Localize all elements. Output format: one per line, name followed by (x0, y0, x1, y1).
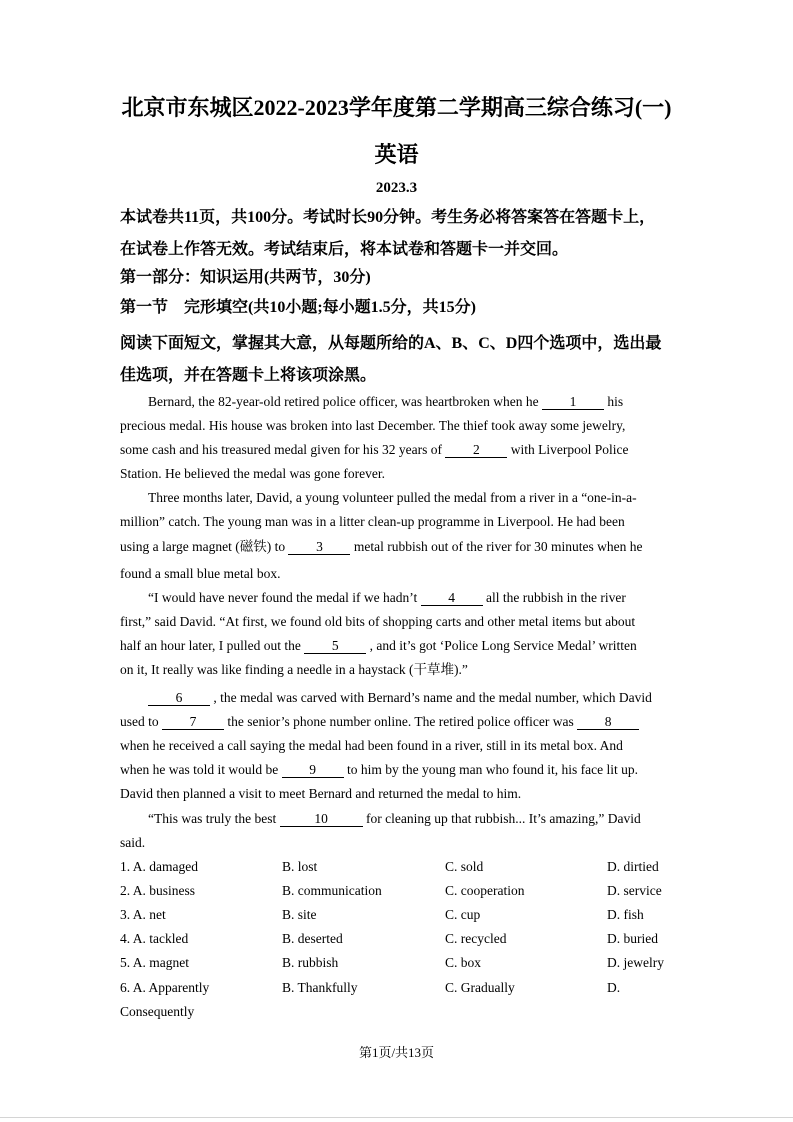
blank-4: 4 (421, 591, 483, 606)
option-row-1 (0, 855, 793, 879)
exam-title: 北京市东城区2022-2023学年度第二学期高三综合练习(一) (121, 95, 672, 120)
option-1-c: C. sold (445, 859, 484, 874)
blank-2: 2 (445, 443, 507, 458)
passage-line (120, 535, 643, 559)
passage-line: David then planned a visit to meet Bernard and returned the medal to him. (120, 786, 522, 801)
blank-5: 5 (304, 639, 366, 654)
passage-line (120, 634, 637, 658)
passage-text: Bernard, the 82-year-old retired police officer, was heartbroken when he (148, 394, 543, 409)
passage-text: metal rubbish out of the river for 30 minutes when he (350, 539, 643, 554)
option-2-c: C. cooperation (445, 883, 525, 898)
option-6-d-wrap: Consequently (120, 1004, 195, 1019)
option-2-d: D. service (607, 883, 662, 898)
passage-line: million” catch. The young man was in a litter clean-up programme in Liverpool. He had been (120, 514, 625, 529)
passage-text: his (604, 394, 624, 409)
option-4-b: B. deserted (282, 931, 343, 946)
section-heading: 第一节 完形填空(共10小题;每小题1.5分，共15分) (120, 299, 476, 316)
option-6-d: D. (607, 980, 621, 995)
option-row-3 (0, 903, 793, 927)
passage-text: half an hour later, I pulled out the (120, 638, 305, 653)
option-row-5 (0, 951, 793, 975)
passage-line: Three months later, David, a young volunteer pulled the medal from a river in a “one-in-a- (148, 490, 637, 505)
page-number: 第1页/共13页 (358, 1045, 435, 1060)
passage-text: , and it’s got ‘Police Long Service Medal’ written (366, 638, 637, 653)
option-3-a: 3. A. net (120, 907, 166, 922)
directions-line: 阅读下面短文，掌握其大意，从每题所给的A、B、C、D四个选项中，选出最 (120, 335, 662, 352)
option-5-c: C. box (445, 955, 482, 970)
blank-10: 10 (280, 812, 363, 827)
blank-8: 8 (577, 715, 639, 730)
passage-line (120, 758, 638, 782)
passage-line: first,” said David. “At first, we found old bits of shopping carts and other metal items but about (120, 614, 636, 629)
blank-9: 9 (282, 763, 344, 778)
passage-line: when he received a call saying the medal had been found in a river, still in its metal box. And (120, 738, 623, 753)
passage-line: Station. He believed the medal was gone forever. (120, 466, 386, 481)
instruction-line: 在试卷上作答无效。考试结束后，将本试卷和答题卡一并交回。 (120, 241, 569, 258)
passage-text: when he was told it would be (120, 762, 282, 777)
passage-text: the senior’s phone number online. The retired police officer was (224, 714, 578, 729)
option-1-d: D. dirtied (607, 859, 659, 874)
option-row-2 (0, 879, 793, 903)
option-3-c: C. cup (445, 907, 481, 922)
part-heading: 第一部分：知识运用(共两节，30分) (120, 269, 371, 286)
option-4-d: D. buried (607, 931, 658, 946)
blank-7: 7 (162, 715, 224, 730)
passage-line (148, 807, 641, 831)
passage-text: all the rubbish in the river (482, 590, 626, 605)
option-6-a: 6. A. Apparently (120, 980, 210, 995)
option-5-b: B. rubbish (282, 955, 339, 970)
passage-line (148, 586, 626, 610)
option-1-b: B. lost (282, 859, 318, 874)
passage-text: some cash and his treasured medal given for his 32 years of (120, 442, 446, 457)
option-1-a: 1. A. damaged (120, 859, 198, 874)
page-bottom-edge (0, 1117, 793, 1118)
passage-line (148, 390, 623, 414)
passage-text: “I would have never found the medal if we hadn’t (148, 590, 421, 605)
passage-line (120, 710, 639, 734)
option-row-6 (0, 976, 793, 1000)
passage-text: with Liverpool Police (507, 442, 629, 457)
passage-line: said. (120, 835, 146, 850)
passage-text: using a large magnet (磁铁) to (120, 539, 289, 554)
option-6-b: B. Thankfully (282, 980, 358, 995)
option-2-b: B. communication (282, 883, 382, 898)
passage-line: precious medal. His house was broken into last December. The thief took away some jewelry, (120, 418, 626, 433)
option-4-c: C. recycled (445, 931, 507, 946)
passage-line (148, 686, 652, 710)
option-5-a: 5. A. magnet (120, 955, 189, 970)
passage-text: for cleaning up that rubbish... It’s amazing,” David (362, 811, 641, 826)
directions-line: 佳选项，并在答题卡上将该项涂黑。 (120, 367, 377, 384)
option-6-c: C. Gradually (445, 980, 515, 995)
option-3-b: B. site (282, 907, 317, 922)
option-row-4 (0, 927, 793, 951)
option-4-a: 4. A. tackled (120, 931, 189, 946)
blank-6: 6 (148, 691, 210, 706)
option-2-a: 2. A. business (120, 883, 196, 898)
blank-1: 1 (542, 395, 604, 410)
passage-line: found a small blue metal box. (120, 566, 281, 581)
blank-3: 3 (288, 540, 350, 555)
passage-line: on it, It really was like finding a needle in a haystack (干草堆).” (120, 662, 468, 677)
instruction-line: 本试卷共11页，共100分。考试时长90分钟。考生务必将答案答在答题卡上， (120, 209, 656, 226)
passage-text: “This was truly the best (148, 811, 280, 826)
passage-text: used to (120, 714, 162, 729)
passage-text: , the medal was carved with Bernard’s name and the medal number, which David (210, 690, 652, 705)
passage-line (120, 438, 629, 462)
option-3-d: D. fish (607, 907, 644, 922)
option-5-d: D. jewelry (607, 955, 664, 970)
subject-title: 英语 (374, 142, 419, 167)
passage-text: to him by the young man who found it, his face lit up. (343, 762, 638, 777)
exam-date: 2023.3 (375, 180, 418, 196)
